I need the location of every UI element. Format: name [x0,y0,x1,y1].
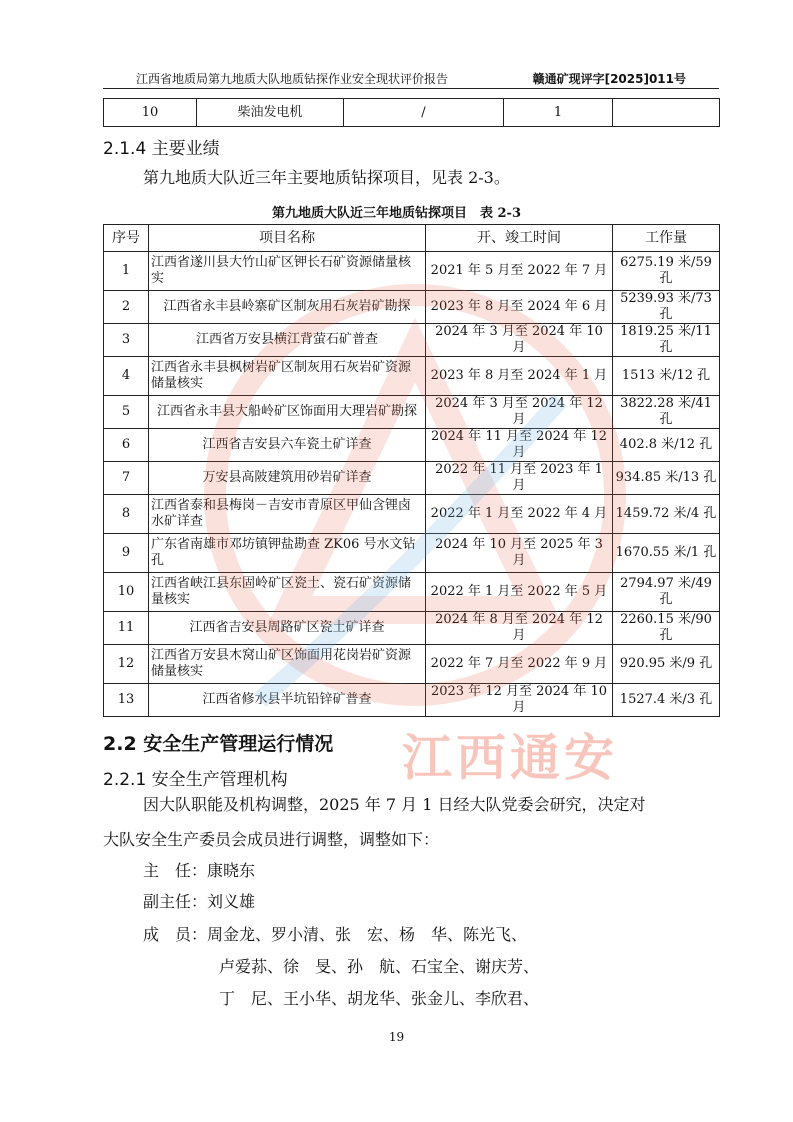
project-name-cell: 江西省永丰县枫树岩矿区制灰用石灰岩矿资源储量核实 [149,357,426,396]
workload-cell: 2794.97 米/49 孔 [613,573,720,612]
director-name: 康晓东 [207,861,256,880]
project-name-cell: 江西省吉安县周路矿区瓷土矿详查 [149,612,426,645]
project-name-cell: 江西省峡江县东固岭矿区瓷土、瓷石矿资源储量核实 [149,573,426,612]
deputy-label: 副主任： [143,892,208,911]
project-name-cell: 江西省修水县半坑铅锌矿普查 [149,684,426,717]
paragraph-line: 大队安全生产委员会成员进行调整，调整如下： [103,830,440,849]
members-label: 成 员： [143,925,208,944]
section-heading-2-2: 2.2 安全生产管理运行情况 [103,733,334,755]
row-number-cell: 13 [104,684,149,717]
project-name-cell: 江西省万安县横江背萤石矿普查 [149,324,426,357]
table-row [104,462,720,495]
table-row [104,684,720,717]
period-cell: 2024 年 3 月至 2024 年 10 月 [426,324,613,357]
column-header: 工作量 [613,225,720,252]
row-number-cell: 1 [104,252,149,291]
members-list: 周金龙、罗小清、张 宏、杨 华、陈光飞、 [207,925,528,944]
period-cell: 2022 年 1 月至 2022 年 4 月 [426,495,613,534]
workload-cell: 6275.19 米/59 孔 [613,252,720,291]
row-number-cell: 10 [104,573,149,612]
project-name-cell: 江西省吉安县六车瓷土矿详查 [149,429,426,462]
members-list: 卢爱荪、徐 旻、孙 航、石宝全、谢庆芳、 [219,957,540,976]
table-row [104,534,720,573]
workload-cell: 2260.15 米/90 孔 [613,612,720,645]
previous-table-continuation [103,98,720,127]
project-name-cell: 广东省南雄市邓坊镇钾盐勘查 ZK06 号水文钻孔 [149,534,426,573]
header-doc-number: 赣通矿现评字[2025]011号 [532,72,686,86]
period-cell: 2024 年 3 月至 2024 年 12 月 [426,396,613,429]
period-cell: 2023 年 8 月至 2024 年 1 月 [426,357,613,396]
header-title: 江西省地质局第九地质大队地质钻探作业安全现状评价报告 [136,72,449,86]
page-number: 19 [388,1030,405,1044]
page-header [103,68,719,89]
project-name-cell: 江西省永丰县岭寨矿区制灰用石灰岩矿勘探 [149,291,426,324]
table-row [104,252,720,291]
workload-cell: 402.8 米/12 孔 [613,429,720,462]
drilling-projects-table [103,224,720,717]
row-number-cell: 7 [104,462,149,495]
workload-cell: 920.95 米/9 孔 [613,645,720,684]
workload-cell: 1670.55 米/1 孔 [613,534,720,573]
section-heading-2-1-4: 2.1.4 主要业绩 [103,139,220,159]
row-number-cell: 12 [104,645,149,684]
column-header: 序号 [104,225,149,252]
table-row [104,495,720,534]
row-number-cell: 3 [104,324,149,357]
workload-cell: 1819.25 米/11 孔 [613,324,720,357]
row-number-cell: 2 [104,291,149,324]
table-row [104,573,720,612]
table-row [104,645,720,684]
section-paragraph: 第九地质大队近三年主要地质钻探项目，见表 2-3。 [143,168,510,187]
row-number-cell: 4 [104,357,149,396]
section-heading-2-2-1: 2.2.1 安全生产管理机构 [103,770,288,790]
period-cell: 2024 年 8 月至 2024 年 12 月 [426,612,613,645]
members-line [143,921,527,949]
table-cell: 10 [104,99,197,127]
period-cell: 2023 年 12 月至 2024 年 10 月 [426,684,613,717]
row-number-cell: 5 [104,396,149,429]
deputy-name: 刘义雄 [207,892,256,911]
table-caption: 第九地质大队近三年地质钻探项目 表 2-3 [271,206,521,221]
period-cell: 2022 年 1 月至 2022 年 5 月 [426,573,613,612]
workload-cell: 1513 米/12 孔 [613,357,720,396]
workload-cell: 934.85 米/13 孔 [613,462,720,495]
row-number-cell: 9 [104,534,149,573]
project-name-cell: 江西省遂川县大竹山矿区钾长石矿资源储量核实 [149,252,426,291]
table-row [104,99,720,127]
deputy-line [143,888,255,916]
table-cell: 1 [504,99,613,127]
table-row [104,324,720,357]
project-name-cell: 万安县高陂建筑用砂岩矿详查 [149,462,426,495]
project-name-cell: 江西省永丰县大船岭矿区饰面用大理岩矿勘探 [149,396,426,429]
table-row [104,429,720,462]
table-row [104,357,720,396]
period-cell: 2024 年 10 月至 2025 年 3 月 [426,534,613,573]
period-cell: 2022 年 7 月至 2022 年 9 月 [426,645,613,684]
table-row [104,396,720,429]
workload-cell: 5239.93 米/73 孔 [613,291,720,324]
workload-cell: 1459.72 米/4 孔 [613,495,720,534]
members-list: 丁 尼、王小华、胡龙华、张金儿、李欣君、 [219,989,540,1008]
table-row [104,291,720,324]
table-row [104,612,720,645]
period-cell: 2024 年 11 月至 2024 年 12 月 [426,429,613,462]
workload-cell: 3822.28 米/41 孔 [613,396,720,429]
period-cell: 2023 年 8 月至 2024 年 6 月 [426,291,613,324]
column-header: 开、竣工时间 [426,225,613,252]
period-cell: 2021 年 5 月至 2022 年 7 月 [426,252,613,291]
table-header-row [104,225,720,252]
project-name-cell: 江西省泰和县梅岗－吉安市青原区甲仙含锂卤水矿详查 [149,495,426,534]
director-label: 主 任： [143,861,208,880]
paragraph-line: 因大队职能及机构调整，2025 年 7 月 1 日经大队党委会研究，决定对 [143,795,646,814]
project-name-cell: 江西省万安县木窝山矿区饰面用花岗岩矿资源储量核实 [149,645,426,684]
row-number-cell: 11 [104,612,149,645]
table-cell: 柴油发电机 [197,99,344,127]
director-line [143,857,255,885]
column-header: 项目名称 [149,225,426,252]
workload-cell: 1527.4 米/3 孔 [613,684,720,717]
watermark-text: 江西通安 [402,729,618,787]
row-number-cell: 8 [104,495,149,534]
row-number-cell: 6 [104,429,149,462]
table-cell: / [344,99,504,127]
table-cell [613,99,720,127]
period-cell: 2022 年 11 月至 2023 年 1 月 [426,462,613,495]
